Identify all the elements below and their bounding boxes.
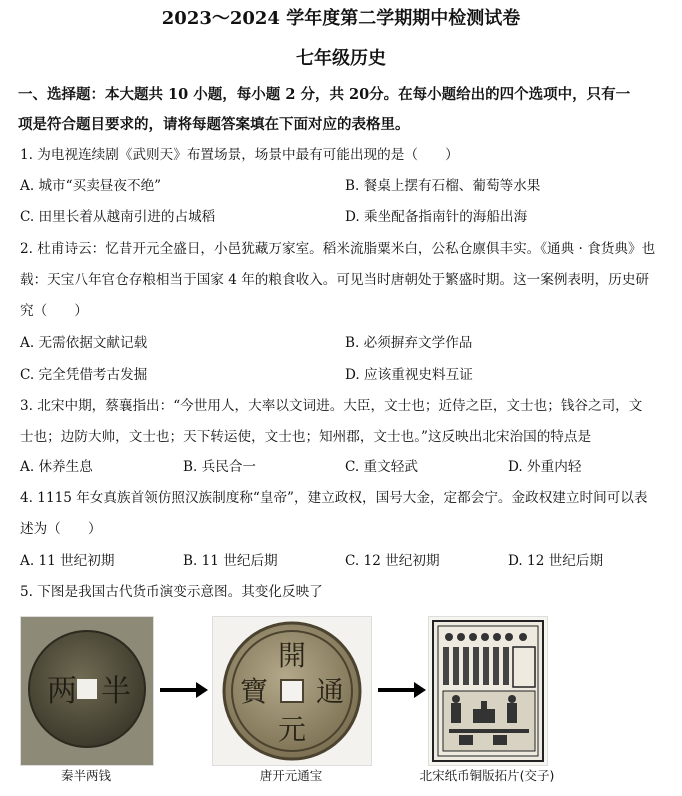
q3-option-c[interactable]: C. 重文轻武: [345, 459, 418, 475]
q1-stem: 1. 为电视连续剧《武则天》布置场景，场景中最有可能出现的是（ ）: [20, 147, 459, 163]
arrow-right-icon: [376, 680, 428, 700]
qin-coin-char-left: 两: [47, 674, 77, 709]
q4-option-d[interactable]: D. 12 世纪后期: [508, 553, 604, 569]
kaiyuan-char-right: 通: [315, 675, 345, 708]
q1-option-d[interactable]: D. 乘坐配备指南针的海船出海: [345, 209, 528, 225]
q4-option-a[interactable]: A. 11 世纪初期: [20, 553, 115, 569]
q3-option-b[interactable]: B. 兵民合一: [183, 459, 257, 475]
qin-coin-char-right: 半: [101, 674, 131, 709]
caption-jiaozi: 北宋纸币铜版拓片(交子): [419, 768, 555, 783]
q3-option-a[interactable]: A. 休养生息: [20, 459, 93, 475]
q4-stem-line-2: 述为（ ）: [20, 521, 102, 537]
kaiyuan-tongbao-coin-image: [212, 616, 372, 766]
kaiyuan-char-bottom: 元: [277, 713, 307, 746]
q2-option-d[interactable]: D. 应该重视史料互证: [345, 367, 473, 383]
qin-coin-drawing: [21, 617, 153, 765]
kaiyuan-char-top: 開: [277, 639, 307, 672]
q4-option-b[interactable]: B. 11 世纪后期: [183, 553, 278, 569]
jiaozi-rubbing-image: [428, 616, 548, 766]
q5-stem: 5. 下图是我国古代货币演变示意图。其变化反映了: [20, 584, 323, 600]
q2-stem-line-2: 载：天宝八年官仓存粮相当于国家 4 年的粮食收入。可见当时唐朝处于繁盛时期。这一案例表明，历史研: [20, 272, 650, 288]
q2-stem-line-1: 2. 杜甫诗云：忆昔开元全盛日，小邑犹藏万家室。稻米流脂粟米白，公私仓廪俱丰实。《通典 · 食货典》也: [20, 241, 656, 257]
q1-option-b[interactable]: B. 餐桌上摆有石榴、葡萄等水果: [345, 178, 541, 194]
caption-kaiyuan-coin: 唐开元通宝: [259, 768, 323, 783]
q2-option-a[interactable]: A. 无需依据文献记载: [20, 335, 148, 351]
exam-subtitle: 七年级历史: [296, 48, 386, 69]
jiaozi-drawing: [429, 617, 547, 765]
q2-option-c[interactable]: C. 完全凭借考古发掘: [20, 367, 148, 383]
q3-stem-line-2: 士也；边防大帅，文士也；天下转运使，文士也；知州郡，文士也。”这反映出北宋治国的特点是: [20, 429, 592, 445]
section-heading-line-2: 项是符合题目要求的，请将每题答案填在下面对应的表格里。: [18, 116, 410, 133]
q2-stem-line-3: 究（ ）: [20, 303, 88, 319]
kaiyuan-char-left: 寶: [239, 675, 269, 708]
caption-qin-coin: 秦半两钱: [60, 768, 111, 783]
qin-banliang-coin-image: [20, 616, 154, 766]
q2-option-b[interactable]: B. 必须摒弃文学作品: [345, 335, 473, 351]
q3-option-d[interactable]: D. 外重内轻: [508, 459, 582, 475]
kaiyuan-coin-drawing: [213, 617, 371, 765]
section-heading: [18, 80, 668, 140]
q1-option-c[interactable]: C. 田里长着从越南引进的占城稻: [20, 209, 216, 225]
q4-stem-line-1: 4. 1115 年女真族首领仿照汉族制度称“皇帝”，建立政权，国号大金，定都会宁。金政权建立时间可以表: [20, 490, 648, 506]
q4-option-c[interactable]: C. 12 世纪初期: [345, 553, 440, 569]
arrow-right-icon: [158, 680, 210, 700]
q1-option-a[interactable]: A. 城市“买卖昼夜不绝”: [20, 178, 162, 194]
exam-title: 2023～2024 学年度第二学期期中检测试卷: [161, 8, 521, 29]
section-heading-line-1: 一、选择题：本大题共 10 小题，每小题 2 分，共 20分。在每小题给出的四个选项中，只有一: [18, 86, 631, 103]
q3-stem-line-1: 3. 北宋中期，蔡襄指出：“今世用人，大率以文词进。大臣，文士也；近侍之臣，文士也；钱谷之司，文: [20, 398, 643, 414]
